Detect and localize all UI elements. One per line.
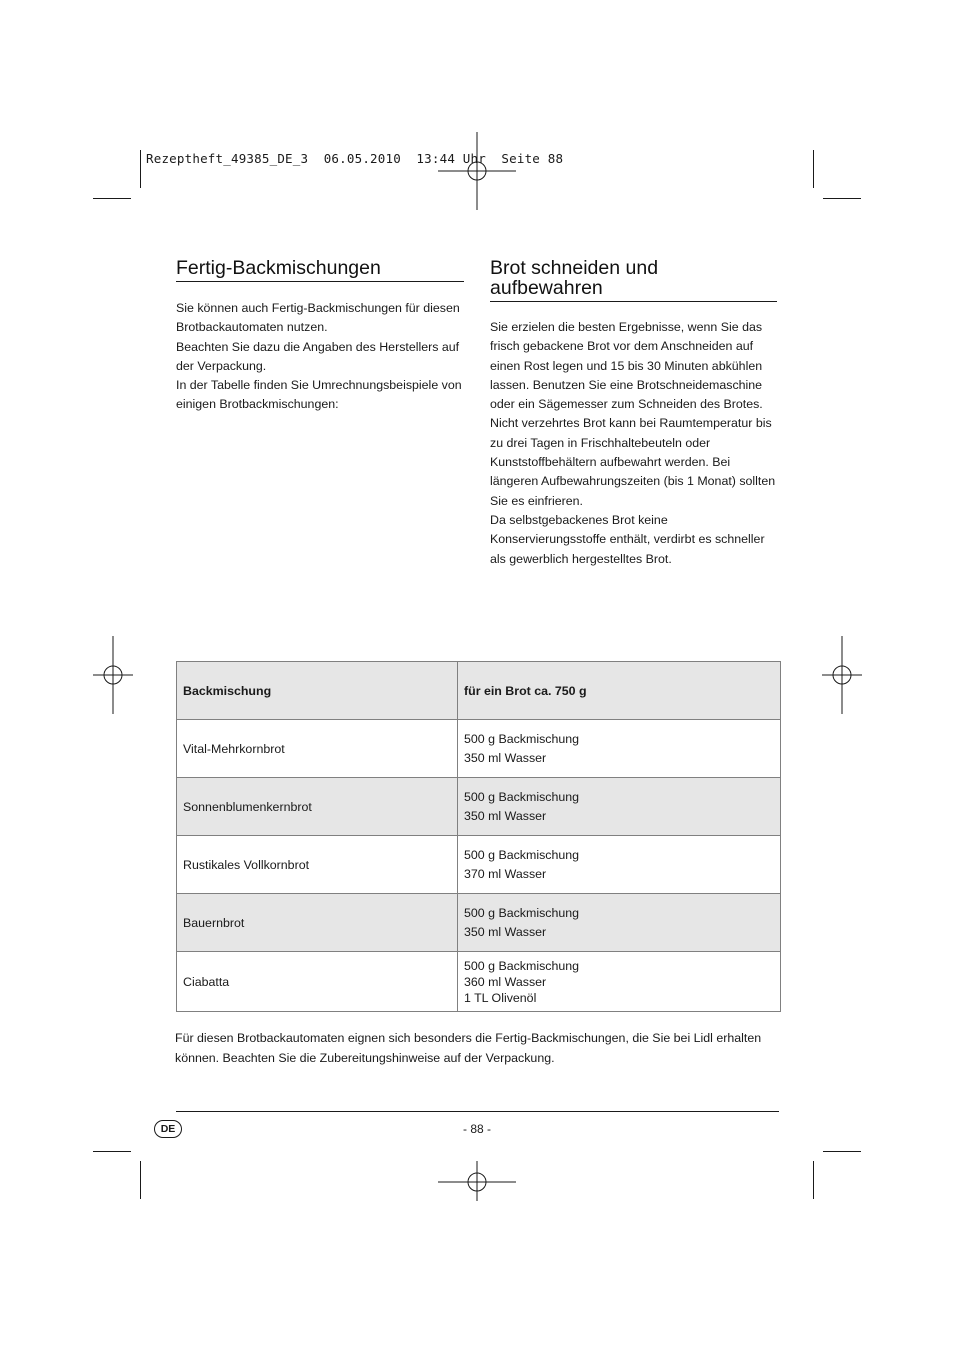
crop-mark: [140, 150, 141, 188]
amount-line: 500 g Backmischung: [464, 958, 580, 973]
section-title: Brot schneiden und aufbewahren: [490, 257, 659, 299]
print-header-page: Seite 88: [501, 151, 564, 166]
crop-mark: [823, 1151, 861, 1152]
paragraph: Da selbstgebackenes Brot keine Konservierungsstoffe enthält, verdirbt es schneller als gewerblich hergestelltes Brot.: [490, 512, 765, 566]
amount-line: 350 ml Wasser: [464, 924, 547, 939]
print-header-file: Rezeptheft_49385_DE_3: [146, 151, 309, 166]
page-number: - 88 -: [462, 1122, 491, 1136]
footer-rule: [176, 1111, 779, 1112]
paragraph: Nicht verzehrtes Brot kann bei Raumtemperatur bis zu drei Tagen in Frischhaltebeuteln oder Kunststoffbehältern aufbewahrt werden. Bei längeren Aufbewahrungszeiten (bis 1 Monat) sollten Sie es einfrieren.: [490, 416, 776, 508]
table-cell-name: Sonnenblumenkernbrot: [177, 778, 458, 836]
registration-mark-icon: [803, 636, 881, 714]
table-cell-amounts: [458, 778, 781, 836]
amount-line: 1 TL Olivenöl: [464, 990, 537, 1005]
crop-mark: [93, 1151, 131, 1152]
table-cell-name: Ciabatta: [177, 952, 458, 1012]
registration-mark-icon: [438, 1143, 516, 1221]
table-row: [177, 952, 781, 1012]
crop-mark: [93, 198, 131, 199]
amount-line: 500 g Backmischung: [464, 848, 580, 862]
amount-line: 360 ml Wasser: [464, 974, 547, 989]
registration-mark-icon: [74, 636, 152, 714]
crop-mark: [813, 150, 814, 188]
footnote: [175, 1029, 785, 1068]
amount-line: 350 ml Wasser: [464, 750, 547, 765]
paragraph: Sie können auch Fertig-Backmischungen für diesen Brotbackautomaten nutzen.: [176, 301, 460, 335]
table-header-row: [177, 662, 781, 720]
amount-line: 370 ml Wasser: [464, 866, 547, 881]
table-cell-amounts: [458, 952, 781, 1012]
backmischung-table: [176, 661, 781, 1012]
paragraph: Sie erzielen die besten Ergebnisse, wenn Sie das frisch gebackene Brot vor dem Anschneiden auf einen Rost legen und 15 bis 30 Minuten abkühlen lassen. Benutzen Sie eine Brotschneidemaschine oder ein Sägemesser zum Schneiden des Brotes.: [490, 320, 763, 412]
amount-line: 500 g Backmischung: [464, 732, 580, 746]
section-body: [176, 299, 466, 415]
paragraph: Beachten Sie dazu die Angaben des Herstellers auf der Verpackung.: [176, 339, 460, 373]
table-cell-amounts: [458, 894, 781, 952]
table-cell-name: Vital-Mehrkornbrot: [177, 720, 458, 778]
amount-line: 500 g Backmischung: [464, 790, 580, 804]
table-row: [177, 778, 781, 836]
crop-mark: [813, 1161, 814, 1199]
section-body: [490, 318, 780, 569]
amount-line: 350 ml Wasser: [464, 808, 547, 823]
table-header-cell: für ein Brot ca. 750 g: [458, 662, 781, 720]
print-header-date: 06.05.2010: [323, 151, 401, 166]
title-underline: [490, 301, 777, 302]
table-cell-amounts: [458, 836, 781, 894]
footnote-line: können. Beachten Sie die Zubereitungshinweise auf der Verpackung.: [175, 1050, 555, 1065]
crop-mark: [823, 198, 861, 199]
table-row: [177, 720, 781, 778]
table-header-cell: Backmischung: [177, 662, 458, 720]
language-badge: DE: [154, 1120, 182, 1138]
crop-mark: [140, 1161, 141, 1199]
table-cell-amounts: [458, 720, 781, 778]
table-row: [177, 894, 781, 952]
amount-line: 500 g Backmischung: [464, 906, 580, 920]
table-cell-name: Bauernbrot: [177, 894, 458, 952]
table-cell-name: Rustikales Vollkornbrot: [177, 836, 458, 894]
paragraph: In der Tabelle finden Sie Umrechnungsbeispiele von einigen Brotbackmischungen:: [176, 378, 462, 412]
table-row: [177, 836, 781, 894]
footnote-line: Für diesen Brotbackautomaten eignen sich besonders die Fertig-Backmischungen, die Sie bei Lidl erhalten: [175, 1031, 762, 1045]
section-title: Fertig-Backmischungen: [176, 257, 381, 279]
title-underline: [176, 281, 464, 282]
registration-mark-icon: [438, 132, 516, 210]
print-header-time: 13:44 Uhr: [416, 151, 486, 166]
